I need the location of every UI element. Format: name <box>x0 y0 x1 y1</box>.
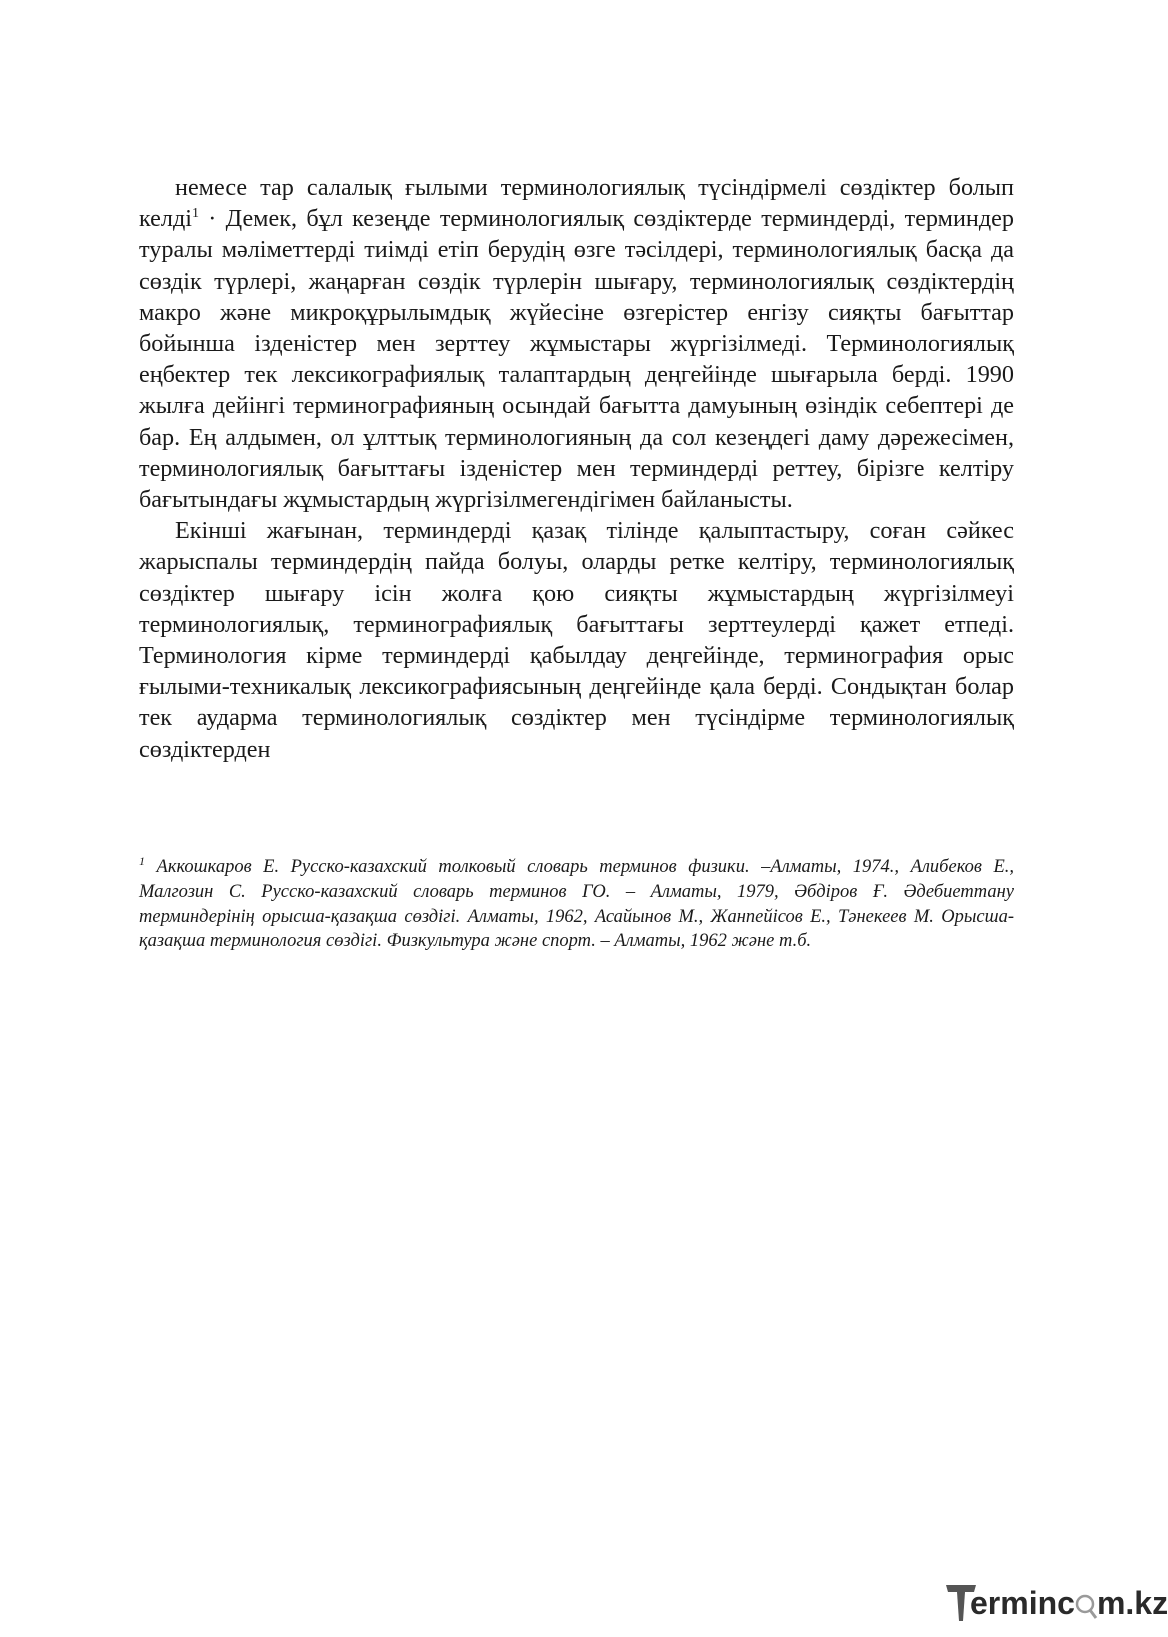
logo-text-2: c <box>1057 1585 1075 1621</box>
footnote-text: Аккошкаров Е. Русско-казахский толковый словарь терминов физики. –Алматы, 1974., Алибеков Е., Малгозин С. Русско-казахский словарь терминов ГО. – Алматы, 1979, Әбдіров Ғ. Әдебиеттану терминдерінің орысша-қазақша сөздігі. Алматы, 1962, Асайынов М., Жанпейісов Е., Тәнекеев М. Орысша-қазақша терминология сөздігі. Физкультура және спорт. – Алматы, 1962 және т.б. <box>139 857 1015 952</box>
logo-text-1: ermin <box>970 1585 1058 1621</box>
logo-text-3: m.kz <box>1096 1585 1168 1621</box>
footnote <box>139 855 1014 954</box>
paragraph-1-start: немесе тар салалық ғылыми терминологиялық түсіндірмелі сөздіктер болып келді <box>139 174 1014 233</box>
paragraph-1 <box>139 172 1014 515</box>
footnote-marker: 1 <box>139 853 145 868</box>
footnote-ref[interactable]: 1 <box>191 206 199 222</box>
paragraph-1-rest: · Демек, бұл кезеңде терминологиялық сөздіктерде терминдерді, терминдер туралы мәліметтерді тиімді етіп берудің өзге тәсілдері, терминологиялық басқа да сөздік түрлері, жаңарған сөздік түрлерін шығару, терминологиялық сөздіктердің макро және микроқұрылымдық жүйесіне өзгерістер енгізу сияқты бағыттар бойынша ізденістер мен зерттеу жұмыстары жүргізілмеді. Терминологиялық еңбектер тек лексикографиялық талаптардың деңгейінде шығарыла берді. 1990 жылға дейінгі терминографияның осындай бағытта дамуының өзіндік себептері де бар. Ең алдымен, ол ұлттық терминологияның да сол кезеңдегі даму дәрежесімен, терминологиялық бағыттағы ізденістер мен терминдерді реттеу, бірізге келтіру бағытындағы жұмыстардың жүргізілмегендігімен байланысты. <box>139 205 1014 514</box>
main-text <box>139 172 1014 765</box>
magnifier-icon <box>1075 1590 1097 1620</box>
paragraph-2: Екінші жағынан, терминдерді қазақ тілінде қалыптастыру, соған сәйкес жарыспалы терминдердің пайда болуы, оларды ретке келтіру, терминологиялық сөздіктер шығару ісін жолға қою сияқты жұмыстардың жүргізілмеуі терминологиялық, терминографиялық бағыттағы зерттеулерді қажет етпеді. Терминология кірме терминдерді қабылдау деңгейінде, терминография орыс ғылыми-техникалық лексикографиясының деңгейінде қала берді. Сондықтан болар тек аударма терминологиялық сөздіктер мен түсіндірме терминологиялық сөздіктерден <box>139 517 1014 763</box>
